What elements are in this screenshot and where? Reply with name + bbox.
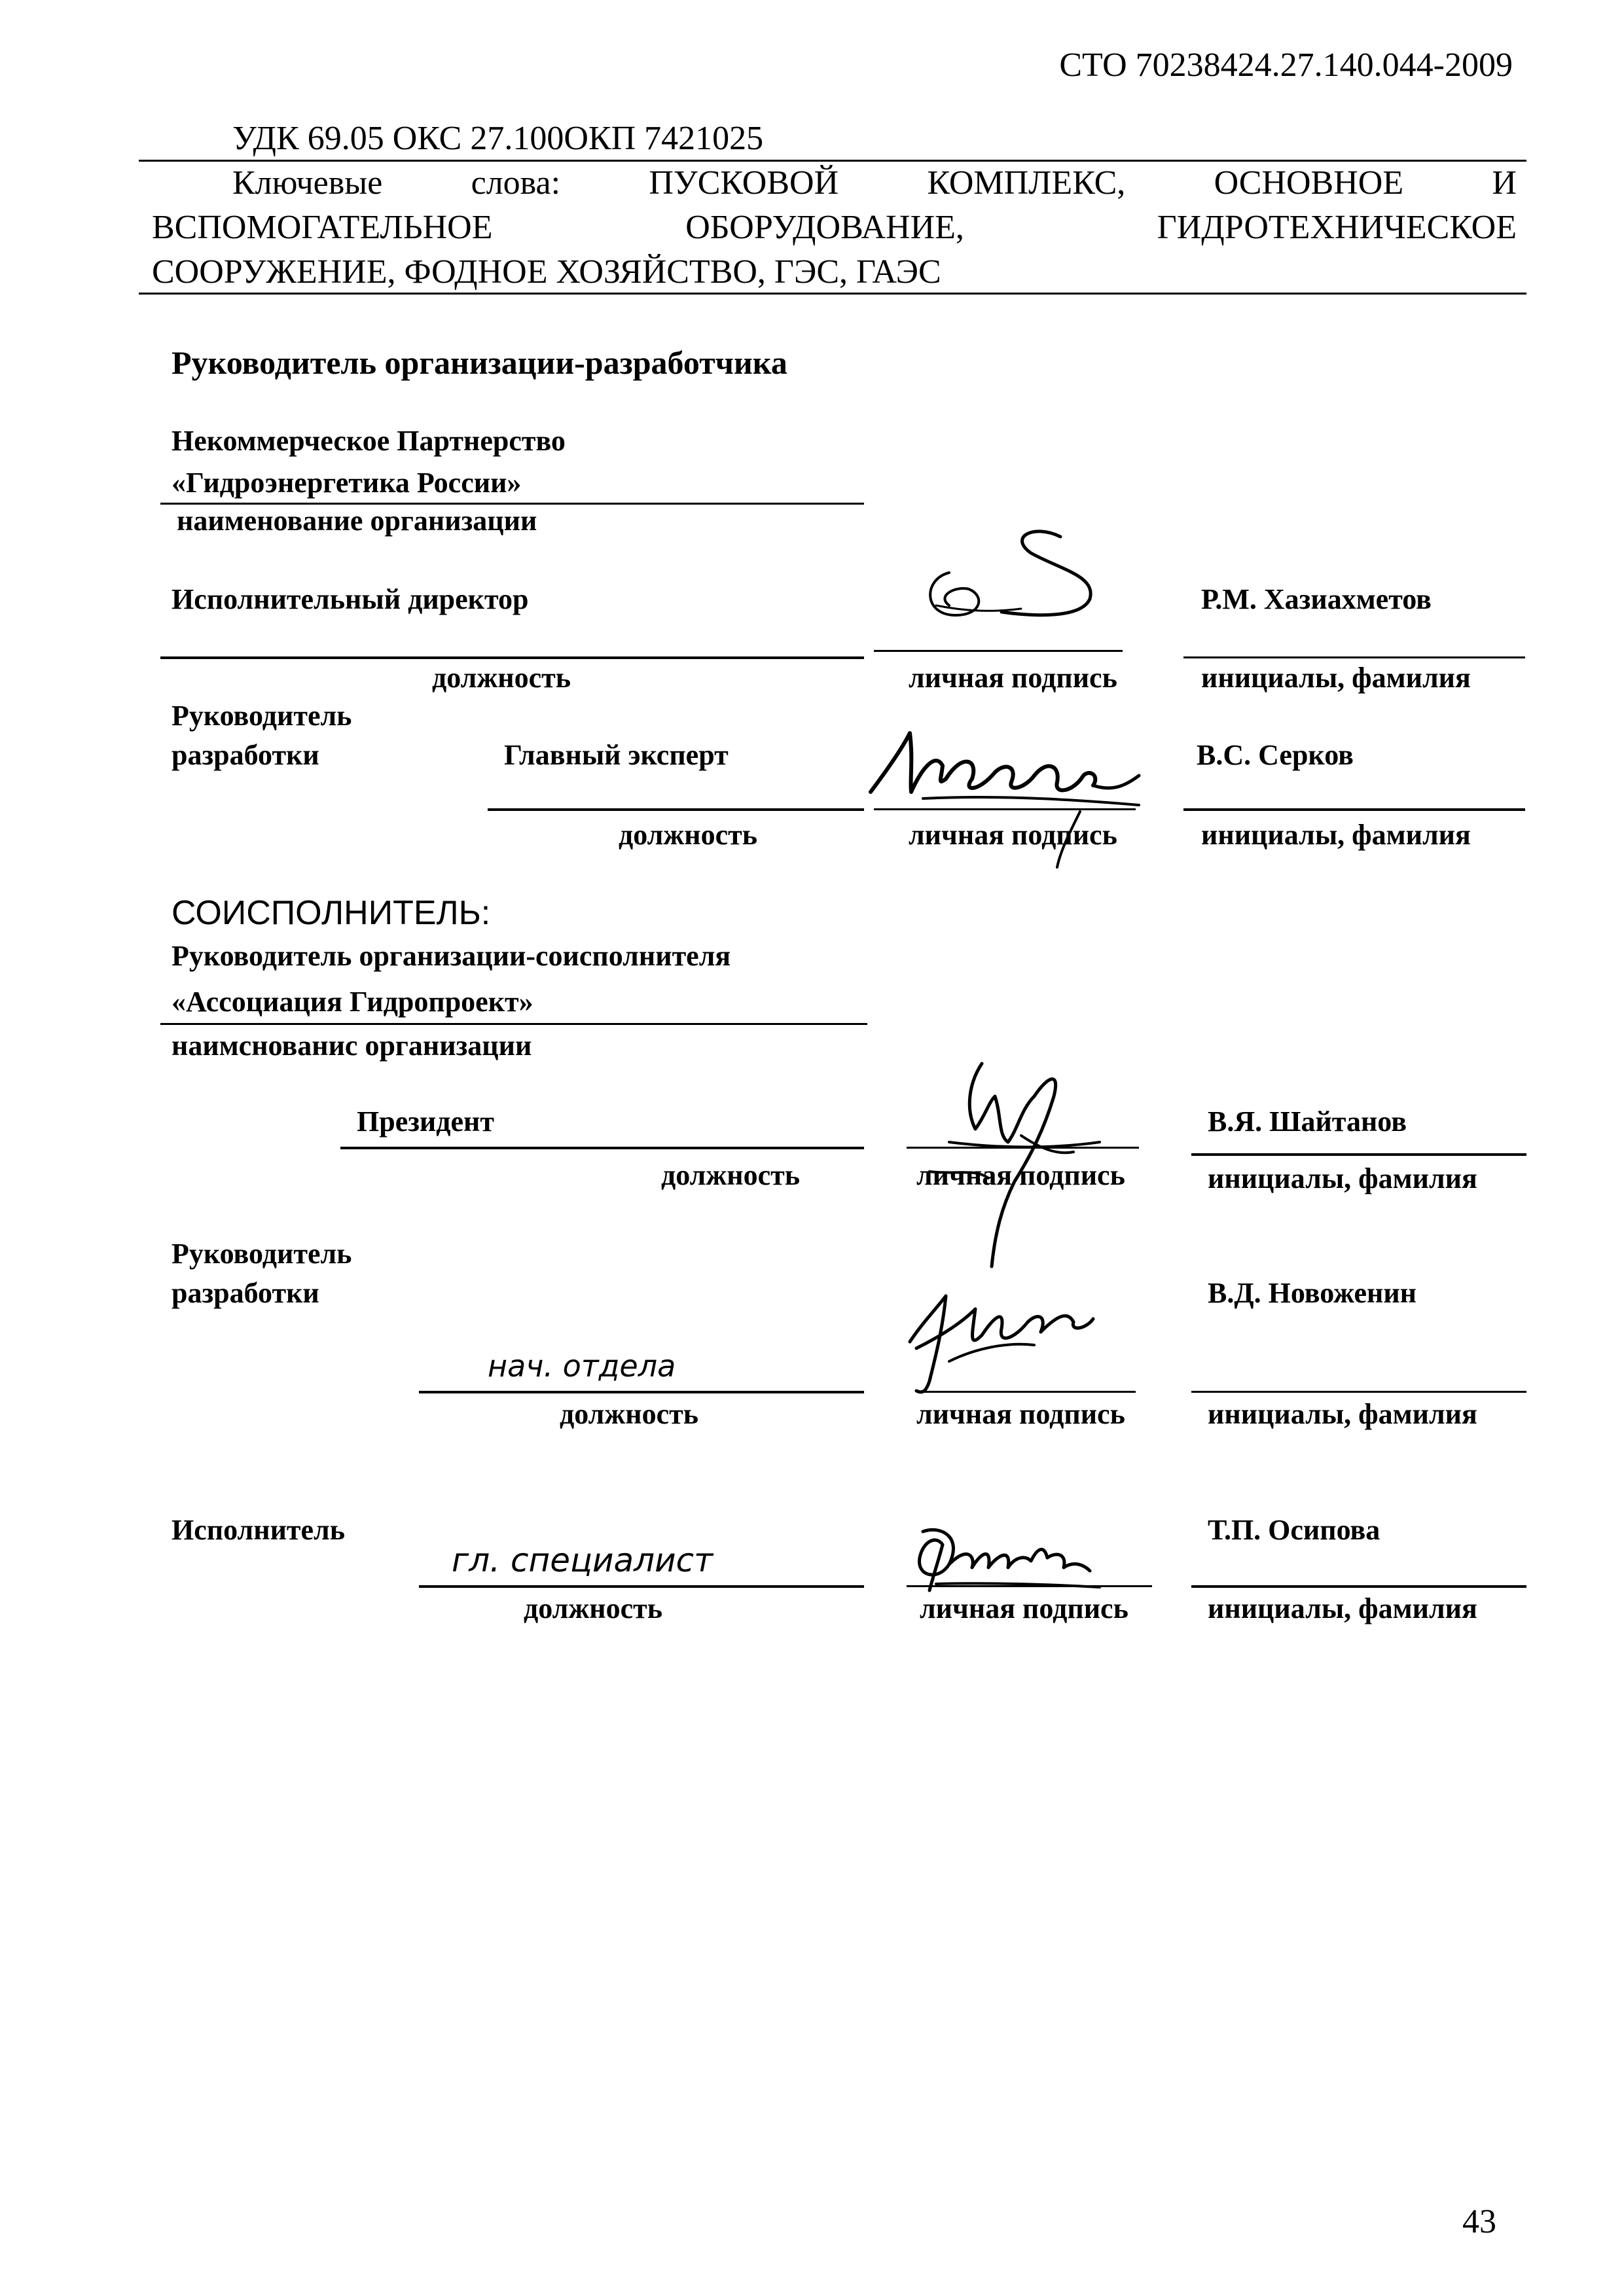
keywords-word: слова: — [471, 164, 561, 202]
executor-caption-name: инициалы, фамилия — [1208, 1592, 1477, 1624]
president-caption-signature: личная подпись — [916, 1159, 1125, 1191]
director-position-line — [160, 656, 864, 659]
president-caption-name: инициалы, фамилия — [1208, 1162, 1477, 1194]
keywords-word: И — [1492, 164, 1517, 202]
director-signature — [910, 524, 1119, 628]
director-name: Р.М. Хазиахметов — [1201, 583, 1432, 615]
president-name: В.Я. Шайтанов — [1208, 1105, 1407, 1138]
keywords-word: КОМПЛЕКС, — [927, 164, 1126, 202]
director-name-line — [1183, 656, 1525, 658]
coexecutor-lead-caption-name: инициалы, фамилия — [1208, 1398, 1477, 1430]
director-position: Исполнительный директор — [171, 583, 529, 615]
coexecutor-lead-name-line — [1191, 1391, 1526, 1393]
keywords-line-3: СООРУЖЕНИЕ, ФОДНОЕ ХОЗЯЙСТВО, ГЭС, ГАЭС — [152, 253, 941, 291]
director-caption-signature: личная подпись — [909, 662, 1117, 694]
developer-lead-name-line — [1183, 808, 1525, 811]
president-name-line — [1191, 1153, 1526, 1156]
president-position-line — [340, 1147, 864, 1149]
keywords-line-2 — [152, 208, 1517, 247]
developer-lead-role-line-1: Руководитель — [171, 700, 352, 732]
developer-lead-signature-line — [874, 808, 1136, 810]
coexecutor-lead-role-line-1: Руководитель — [171, 1238, 352, 1270]
executor-position-handwritten: гл. специалист — [452, 1541, 713, 1579]
document-code: СТО 70238424.27.140.044-2009 — [1059, 46, 1513, 84]
developer-lead-caption-signature: личная подпись — [909, 819, 1117, 851]
developer-lead-caption-name: инициалы, фамилия — [1201, 819, 1471, 851]
developer-lead-caption-position: должность — [619, 819, 758, 851]
developer-lead-name: В.С. Серков — [1197, 739, 1354, 771]
executor-role: Исполнитель — [171, 1514, 346, 1546]
coexecutor-lead-caption-position: должность — [560, 1398, 699, 1430]
executor-name: Т.П. Осипова — [1208, 1514, 1380, 1546]
header-rule-top — [139, 160, 1526, 162]
president-position: Президент — [357, 1105, 495, 1138]
coexecutor-subheading: Руководитель организации-соисполнителя — [171, 940, 731, 972]
classification-codes: УДК 69.05 ОКС 27.100ОКП 7421025 — [232, 120, 764, 157]
executor-signature-line — [907, 1585, 1152, 1587]
coexecutor-heading: СОИСПОЛНИТЕЛЬ: — [171, 894, 491, 932]
coexecutor-org-underline — [160, 1023, 867, 1025]
executor-caption-position: должность — [524, 1592, 663, 1624]
coexecutor-lead-signature — [897, 1283, 1106, 1401]
president-caption-position: должность — [661, 1159, 801, 1191]
page-number: 43 — [1462, 2203, 1496, 2240]
developer-lead-position-line — [488, 808, 864, 811]
director-caption-position: должность — [432, 662, 571, 694]
president-signature-line — [907, 1147, 1139, 1149]
keywords-word: ОБОРУДОВАНИЕ, — [685, 209, 964, 246]
developer-lead-position: Главный эксперт — [504, 739, 729, 771]
keywords-word: ОСНОВНОЕ — [1214, 164, 1404, 202]
keywords-word: ПУСКОВОЙ — [649, 164, 839, 202]
coexecutor-lead-role-line-2: разработки — [171, 1277, 319, 1309]
developer-heading: Руководитель организации-разработчика — [171, 344, 787, 381]
developer-lead-role-line-2: разработки — [171, 739, 319, 771]
developer-org-line-1: Некоммерческое Партнерство — [171, 425, 566, 457]
coexecutor-lead-caption-signature: личная подпись — [916, 1398, 1125, 1430]
keywords-word: ВСПОМОГАТЕЛЬНОЕ — [152, 209, 493, 246]
developer-org-caption: наименование организации — [177, 505, 537, 537]
keywords-word: Ключевые — [232, 164, 383, 202]
coexecutor-lead-position-handwritten: нач. отдела — [488, 1348, 676, 1384]
director-caption-name: инициалы, фамилия — [1201, 662, 1471, 694]
coexecutor-lead-name: В.Д. Новоженин — [1208, 1277, 1417, 1309]
executor-caption-signature: личная подпись — [920, 1592, 1128, 1624]
keywords-word: ГИДРОТЕХНИЧЕСКОЕ — [1157, 209, 1517, 246]
coexecutor-lead-signature-line — [916, 1391, 1136, 1393]
executor-name-line — [1191, 1585, 1526, 1588]
coexecutor-lead-position-line — [419, 1391, 864, 1393]
coexecutor-org-caption: наимснованис организации — [171, 1030, 532, 1062]
header-rule-bottom — [139, 293, 1526, 295]
keywords-line-1 — [232, 164, 1517, 202]
executor-position-line — [419, 1585, 864, 1588]
coexecutor-org: «Ассоциация Гидропроект» — [171, 986, 533, 1018]
director-signature-line — [874, 650, 1123, 652]
developer-org-line-2: «Гидроэнергетика России» — [171, 467, 522, 499]
